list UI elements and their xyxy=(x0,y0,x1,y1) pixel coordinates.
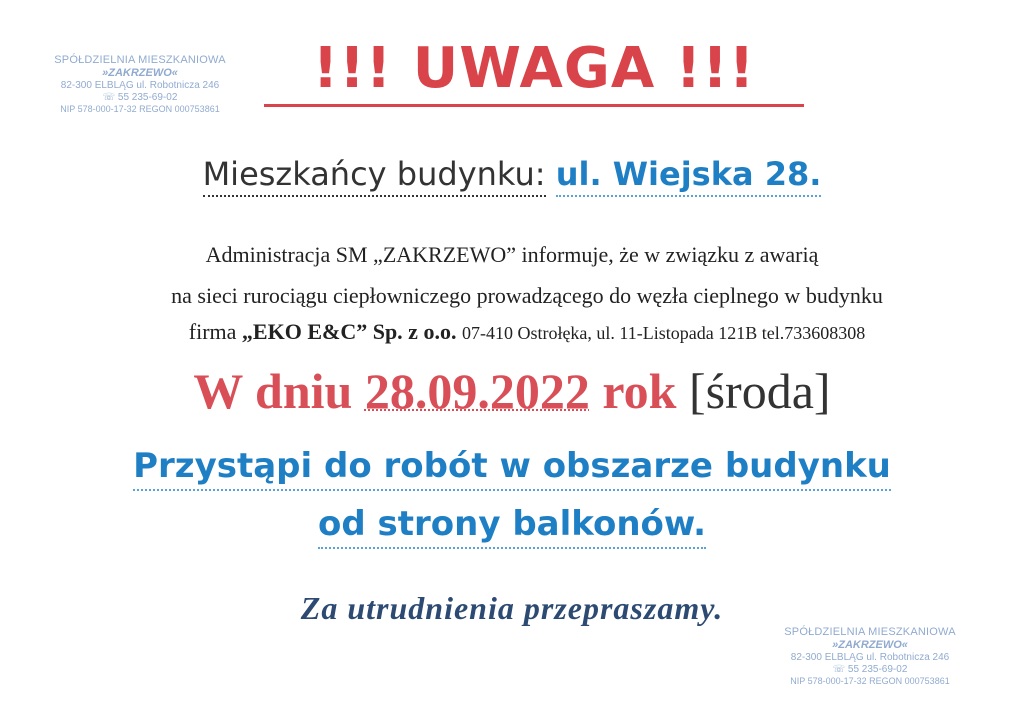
info-line-3 xyxy=(0,317,1024,348)
work-line-1-text: Przystąpi do robót w obszarze budynku xyxy=(133,446,891,491)
date-prefix: W dniu xyxy=(193,363,353,419)
residents-label: Mieszkańcy budynku: xyxy=(203,155,546,197)
stamp-bottom xyxy=(770,626,970,686)
stamp-line-phone: ☏ 55 235-69-02 xyxy=(102,91,178,103)
stamp-line-phone: ☏ 55 235-69-02 xyxy=(832,663,908,675)
stamp-line-brand: »ZAKRZEWO« xyxy=(832,638,908,651)
stamp-line-name: SPÓŁDZIELNIA MIESZKANIOWA xyxy=(784,626,956,638)
date-line xyxy=(0,360,1024,422)
company-details: 07-410 Ostrołęka, ul. 11-Listopada 121B tel.733608308 xyxy=(461,323,866,343)
page-title: !!! UWAGA !!! xyxy=(312,36,756,101)
stamp-line-ids: NIP 578-000-17-32 REGON 000753861 xyxy=(60,103,220,114)
apology-text: Za utrudnienia przepraszamy. xyxy=(300,590,724,626)
work-line-2 xyxy=(0,502,1024,546)
info-line-1: Administracja SM „ZAKRZEWO” informuje, że w związku z awarią xyxy=(205,242,819,267)
date-value: 28.09.2022 xyxy=(364,363,590,419)
title-underline xyxy=(264,104,804,107)
stamp-line-brand: »ZAKRZEWO« xyxy=(102,66,178,79)
stamp-line-address: 82-300 ELBLĄG ul. Robotnicza 246 xyxy=(790,651,950,663)
work-line-1 xyxy=(0,444,1024,488)
residents-address: ul. Wiejska 28. xyxy=(556,155,822,197)
stamp-line-name: SPÓŁDZIELNIA MIESZKANIOWA xyxy=(54,54,226,66)
work-line-2-text: od strony balkonów. xyxy=(318,504,706,549)
stamp-top xyxy=(40,54,240,114)
company-name: „EKO E&C” Sp. z o.o. xyxy=(241,319,457,344)
date-day: [środa] xyxy=(688,363,831,419)
info-line-2: na sieci rurociągu ciepłowniczego prowadzącego do węzła cieplnego w budynku xyxy=(171,283,883,308)
residents-line xyxy=(0,152,1024,196)
info-line-3-prefix: firma xyxy=(188,319,237,344)
stamp-line-ids: NIP 578-000-17-32 REGON 000753861 xyxy=(790,675,950,686)
date-suffix: rok xyxy=(602,363,677,419)
stamp-line-address: 82-300 ELBLĄG ul. Robotnicza 246 xyxy=(60,79,220,91)
